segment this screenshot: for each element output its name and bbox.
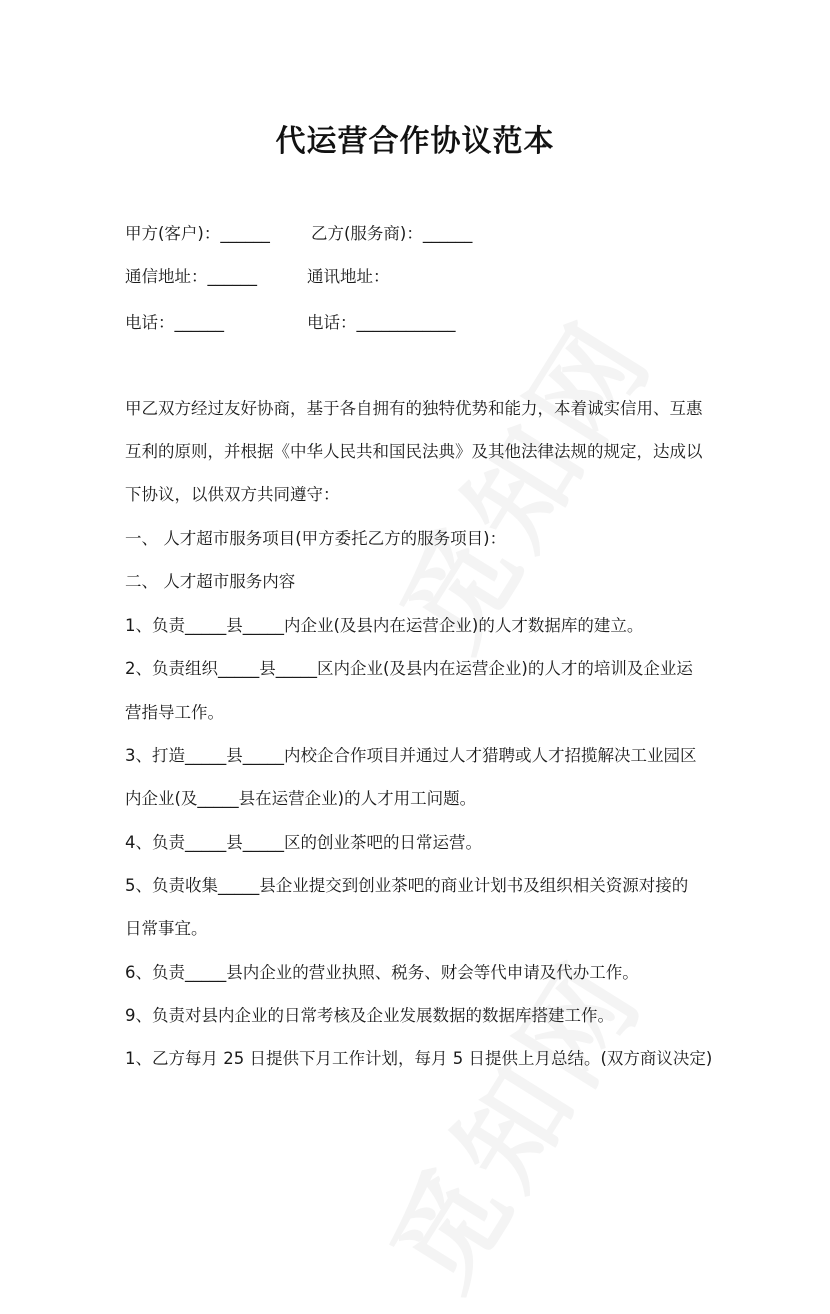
- list-item: 4、负责_____县_____区的创业茶吧的日常运营。: [125, 833, 482, 852]
- list-item: 营指导工作。: [125, 703, 224, 722]
- list-item: 内企业(及_____县在运营企业)的人才用工问题。: [125, 789, 477, 808]
- list-item: 2、负责组织_____县_____区内企业(及县内在运营企业)的人才的培训及企业运: [125, 659, 693, 678]
- phone-b-field: 电话：____________: [307, 313, 456, 332]
- intro-line: 甲乙双方经过友好协商，基于各自拥有的独特优势和能力，本着诚实信用、互惠: [125, 399, 703, 418]
- address-a-field: 通信地址：______: [125, 267, 257, 286]
- address-b-field: 通讯地址：: [307, 267, 390, 286]
- list-item: 9、负责对县内企业的日常考核及企业发展数据的数据库搭建工作。: [125, 1006, 614, 1025]
- list-item: 5、负责收集_____县企业提交到创业茶吧的商业计划书及组织相关资源对接的: [125, 876, 689, 895]
- section-heading: 一、 人才超市服务项目(甲方委托乙方的服务项目)：: [125, 529, 507, 548]
- page-title: 代运营合作协议范本: [275, 124, 555, 159]
- list-item: 日常事宜。: [125, 919, 208, 938]
- section-heading: 二、 人才超市服务内容: [125, 572, 296, 591]
- list-item: 1、负责_____县_____内企业(及县内在运营企业)的人才数据库的建立。: [125, 616, 644, 635]
- list-item: 6、负责_____县内企业的营业执照、税务、财会等代申请及代办工作。: [125, 963, 639, 982]
- intro-line: 下协议，以供双方共同遵守：: [125, 485, 340, 504]
- party-b-field: 乙方(服务商)：______: [311, 224, 473, 243]
- list-item: 3、打造_____县_____内校企合作项目并通过人才猎聘或人才招揽解决工业园区: [125, 746, 697, 765]
- phone-a-field: 电话：______: [125, 313, 224, 332]
- list-item: 1、乙方每月 25 日提供下月工作计划，每月 5 日提供上月总结。(双方商议决定): [125, 1049, 713, 1068]
- intro-line: 互利的原则，并根据《中华人民共和国民法典》及其他法律法规的规定，达成以: [125, 442, 703, 461]
- party-a-field: 甲方(客户)：______: [125, 224, 270, 243]
